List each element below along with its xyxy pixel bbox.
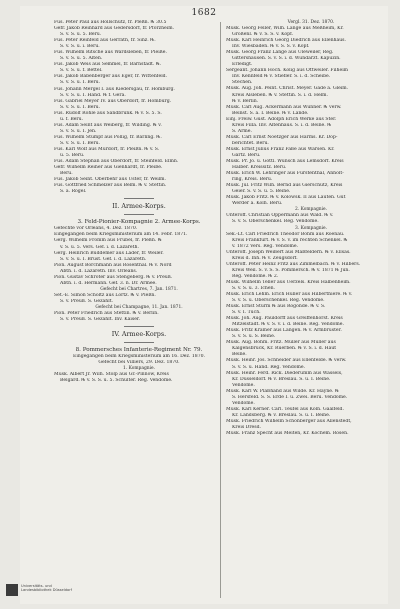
entry-line: S. v. S. u. f. Bettel. xyxy=(60,68,103,74)
entry-line: Unteroff. Joseph Weißert aus Maßfeldern. ℞ v. Ellsas. xyxy=(226,249,351,255)
entry-line: Musk. Georg Feller, Wilh. Lange aus Meßheim, Kr. xyxy=(226,26,344,31)
entry-line: Füs. Wilhelm Stumpf aus Pöllig, fr. Barling. ℞. xyxy=(54,134,162,140)
entry-line: Füs. Wilhelm Ritsche aus Wardsleben, fr. Pleiße. xyxy=(54,50,167,56)
right-entries xyxy=(226,26,396,207)
kompagnie-2-entries xyxy=(226,213,396,225)
library-logo-icon xyxy=(6,584,18,596)
entry-line: Einj. Freiw. Gust. Adolph Erich Werke aus Ster. xyxy=(226,116,337,122)
entry-line: S. v. S. u. I. Beru. xyxy=(60,140,101,146)
entry-line: Musk. Joh. Aug. Pauldorff aus Greiffenhorst. Kreis xyxy=(226,316,343,322)
company-heading: 3. Feld-Pionier-Kompagnie 2. Armee-Korps. xyxy=(77,219,201,226)
entry-line: Kreis Weil. S. v. S. S. Pommersch. ℞ v. 1871 ℞ Jun. xyxy=(232,267,350,273)
entry-line: Musk. Aug. Bohm. Fritz. Müller aus Müller aus xyxy=(226,340,336,346)
kompagnie-heading: 1. Kompagnie. xyxy=(122,366,156,372)
page-number: 1682 xyxy=(191,8,217,18)
entry-line: S. v. I. Tuch. xyxy=(232,310,261,316)
entry-line: S. Arme. xyxy=(232,128,252,134)
entry-line: Musk. Friedrich Wilhelm Schönberger aus Allenstedt, xyxy=(226,418,352,424)
entry-line: S. v. S. u. 5. Beru. xyxy=(60,32,102,38)
entry-line: u. f. Beru. xyxy=(60,116,84,122)
kompagnie-3-entries xyxy=(226,232,396,438)
entry-line: Stechen. xyxy=(232,80,253,86)
section-rule xyxy=(124,214,154,215)
entry-line: Musk. Pr. Jo. u. Gottl. Wunsch aus Lemsdorf. Kreis xyxy=(226,159,344,165)
entry-line: S. v. S. u. I. Beru. xyxy=(60,104,101,110)
entry-line: S. v. S. u. I. Hand. ℞ f. Gera. xyxy=(60,92,126,98)
entry-line: u. 5. Beru. xyxy=(60,153,85,159)
entry-line: Musk. Karl Heinrich Georg Diedrich aus Ellenhaus. xyxy=(226,38,347,44)
left-column xyxy=(54,20,224,384)
entry-line: Füs. Peter Reinfeld aus Gerrath, fr. Sinz. ℞. xyxy=(54,38,156,44)
entry-line: Inv. Wiesbaden. ℞ v. S. S. v. Kopf. xyxy=(232,44,310,50)
entry-line: S. v. S. u. S. Beine. xyxy=(232,334,276,340)
entry-line: berichtet. Beru. xyxy=(232,140,269,146)
entry-line: Abth. i. d. Hermann. Gef. 3. n. Dr. Armee. xyxy=(60,280,157,286)
entry-line: Kreis Filla. Inv. Altenhaus. S. i. d. Beine. ℞ xyxy=(232,122,332,128)
entry-line: Füs. Adam Stephan aus Oberdorf, fr. Steinfeld. Elmn. xyxy=(54,159,179,165)
entry-line: Mitzelstadt. ℞ v. S. v. i. d. Beine. Reg. Vendome. xyxy=(232,322,344,328)
entry-line: Gefechte vor Orleans, 4. Dez. 1870. xyxy=(54,226,138,232)
entry-line: Musk. Carl Ernst Noetzger aus Harms. Kr. Dop- xyxy=(226,134,338,140)
document-page xyxy=(20,6,388,604)
section-rule xyxy=(124,342,154,343)
entry-line: S. v. S. u. I. Brust. Gef. i. d. Lazareth. xyxy=(60,256,147,262)
entry-line: S. v. S. u. 5. Alten. xyxy=(60,56,103,62)
entry-line: Füs. Peter Paul aus Hollschütz, fr. Pleßn. ℞ 30.5 xyxy=(54,20,167,25)
entry-line: Gartz. Beru. xyxy=(232,152,261,158)
library-logo xyxy=(6,582,72,600)
engagement-title-champagne: Gefecht bei Champagne, 11. Jan. 1871. xyxy=(95,304,183,310)
entry-line: Füs. Jakob Weis aus Semmel, fr. Barnstadt. ℞. xyxy=(54,62,162,68)
entry-line: Musk. Heinr. Jos. Schneider aus Ellenfelde. ℞ verw. xyxy=(226,358,347,364)
entry-line: Set.-E. Simon Scholtz aus Lortz. ℞ v. Pleßn. xyxy=(54,292,156,298)
entry-line: Kr. Düsseldorf. ℞ v. Breslau. S. u. I. Beine. xyxy=(232,376,331,382)
entry-line: S. v. Preuß. S. Gezahlt. xyxy=(60,298,114,304)
date-heading: Vergl. 31. Dez. 1870. xyxy=(287,20,335,25)
entry-line: Sek.-Lt. Carl Friedrich Theodor Böhm aus Roenau. xyxy=(226,231,345,237)
entry-line: Musk. Fritz Kramer aus Langen. ℞ v. Armbruster. xyxy=(226,328,342,334)
entry-line: Gefr. Wilhelm Reiher aus Gienhardt, fr. Pleiße. xyxy=(54,165,163,171)
entry-line: Beinst. S. a. I. Beine. ℞ v. Lande. xyxy=(232,110,309,116)
entry-line: Musk. Erich Lehm. Erich Hüller aus Hilberthiere. ℞ v. xyxy=(226,291,353,297)
entry-line: Musk. Heinr. Ferd. Rick. Diederumm aus Wassels, xyxy=(226,370,343,376)
army-corps-heading: II. Armee-Korps. xyxy=(112,202,166,211)
entry-line: Gerg. Heinrich Buddemer aus Lader, fr. Weiler. xyxy=(54,250,164,256)
entry-line: Abth. i. d. Lazareth. Inv. Orleans. xyxy=(60,268,138,274)
right-column xyxy=(226,20,396,437)
entry-line: Erledigt. xyxy=(232,62,253,68)
entry-line: Füs. Jakob Babenberger aus Eger, fr. Wittenfeld. xyxy=(54,74,168,80)
entry-line: v. S. u. 5. Vers. Gef. i. d. Lazareth. xyxy=(60,244,139,250)
entry-line: Pion. Peter Friedrich aus Stettin. ℞ v. Berlin. xyxy=(54,310,159,316)
entry-line: Füs. Johann Mergel I. aus Kiedersgau, fr. Homburg. xyxy=(54,86,175,92)
entry-line: Eingegangen beim Kriegsministerium am 14. Febr. 1871. xyxy=(54,232,188,238)
entry-line: Reg. Vendome. ℞ 2. xyxy=(232,273,279,279)
entry-line: Füs. Gabriel Meyer IV. aus Oberdorf, fr. Homburg. xyxy=(54,98,172,104)
entry-line: Musk. Ernst Sturm ℞ aus Rogonde. ℞ v. S. xyxy=(226,304,326,310)
regiment-entries xyxy=(54,354,224,366)
entry-line: Inv. Kennfeld ℞ v. Stiefler. S. i. d. Scheibe. xyxy=(232,74,331,80)
entry-line: Kalgensbrück, Kr. Ruerben. ℞ v. S. i. d. Haut xyxy=(232,346,337,352)
chartres-entries xyxy=(54,293,224,305)
entry-line: Musk. Erich W. Lehringer aus Fürstenthal, Anholt- xyxy=(226,171,344,177)
entry-line: Pion. Gustav Schröter aus Stengeberg. ℞ v. Preuß. xyxy=(54,274,173,280)
entry-line: Unteroff. Christian Oppermann aus Wald. ℞ v. xyxy=(226,213,334,219)
company-entries xyxy=(54,226,224,286)
regiment-heading: 8. Pommersches Infanterie-Regiment Nr. 79. xyxy=(75,347,203,354)
entry-line: S. v. S. Oberschenkel. Reg. Vendome. xyxy=(232,219,319,225)
entry-line: Musk. Karl Kerner. Carl. Teufel aus Köln. Gaalfeld. xyxy=(226,406,344,412)
entry-line: Musk. Georg Franz Lange aus Uleweiler, Reg. xyxy=(226,50,334,56)
entry-line: S. v. S. u. 3. Ichen. xyxy=(232,285,275,291)
entry-line: Musk. Wilhelm Teller aus Uerzels. Kreis Halbenheim. xyxy=(226,279,351,285)
entry-line: Füs. Karl Wolf aus Murdorf, fr. Pleißn. ℞ v. S. xyxy=(54,146,160,152)
entry-line: Eingegangen beim Kriegsministerium am 16. Dez. 1870. xyxy=(72,354,206,360)
entry-line: S. v. S. u. Hand. Reg. Vendome. xyxy=(232,364,306,370)
entry-line: Gittershausen. S. v. S. i. d. Wundarzt. Kapuzin. xyxy=(232,56,341,62)
entry-line: v. 1872 Vers. Reg. Vendome. xyxy=(232,243,299,249)
kompagnie-2-heading: 2. Kompagnie. xyxy=(294,207,328,213)
entry-line: S. a. Rogel. xyxy=(60,189,87,195)
entry-line: S. v. S. u. I. Jen. xyxy=(60,128,97,134)
entry-line: Geier. S. v. S. u. 5. Beine. xyxy=(232,189,291,195)
entry-line: Füs. Gottfried Schmelzer aus Belm. ℞ v. Stettin. xyxy=(54,183,167,189)
kompagnie-entries xyxy=(54,372,224,384)
entry-line: Musk. Albert Jr. Wilh. Stolp aus Gr.-Pinnow, Kreis xyxy=(54,372,169,378)
entry-line: Musk. Jakob Fritz. ℞ v. Kolowsk. II aus Lauten. Gut xyxy=(226,195,346,201)
entry-line: Kreis Alsleben. ℞ v. Stettin. S. i. d. Helm. xyxy=(232,92,328,98)
entry-line: Gefr. Jakob Reinhard aus Gedersdorf, fr. Pforzheim. xyxy=(54,26,175,32)
entry-line: S. v. S. u. i. Beru. xyxy=(60,44,100,50)
entry-line: S. v. S. u. Oberschenkel. Reg. Vendome. xyxy=(232,298,325,304)
entry-line: Kreis Dresd. xyxy=(232,425,261,430)
entry-line: Werder a. Kolh. Beru. xyxy=(232,201,283,207)
entry-line: S. v. Preuß. S. Gezahlt. Inv. Kaiser. xyxy=(60,316,141,322)
entry-line: Füs. Jakob Seint. Oberbehr aus Uster, fr. Weilm. xyxy=(54,177,166,183)
entry-line: Unteroff. Peter Heinz Fritz aus Zimmelbach. ℞ v. Hilbers. xyxy=(226,261,361,267)
entry-line: S. v. S. u. I. Beru. xyxy=(60,80,101,86)
left-top-entries xyxy=(54,20,224,195)
entry-line: ring, Kreis. Beru. xyxy=(232,177,273,183)
entry-line: Vendome. xyxy=(232,400,255,406)
entry-line: Musk. Ernst Julius Franz Fäße aus Warsen. Kr. xyxy=(226,146,335,152)
entry-line: Kreis d. Inh. ℞ v. Zeugsdorf. xyxy=(232,255,298,261)
entry-line: S. Hersfeld. S. S. Erde I. u. Zwei. Beru. Vendome. xyxy=(232,394,348,400)
section-rule xyxy=(124,198,154,199)
entry-line: Musk. Franz Specht aus Meiten, Kr. Kochem. Rosen. xyxy=(226,431,349,437)
entry-line: Großenl. ℞ v. S. S. v. Kopf. xyxy=(232,32,294,38)
entry-line: Belgard. ℞ v. S. S. u. 5. Schulter. Reg. Vendome. xyxy=(60,378,173,384)
entry-line: Musk. Carl Aug. Ackermann aus Wunner. ℞ verw. xyxy=(226,104,342,110)
section-rule xyxy=(124,326,154,327)
entry-line: Musk. Jul. Fritz Wilh. Bernd aus Gierschütz, Kreis xyxy=(226,183,343,189)
entry-line: Füs. Rudolf Röhle aus Sandbrunk. ℞ v. S. 5. S. xyxy=(54,110,162,116)
entry-line: Kr. Landsberg. ℞ v. Breslau. S. u. I. Beine. xyxy=(232,412,331,418)
entry-line: Beine. xyxy=(232,352,247,358)
entry-line: Vendome. xyxy=(232,382,255,388)
entry-line: Musk. Aug. Joh. Peint. Christ. Meyer. Gade a. Gleim. xyxy=(226,86,349,92)
entry-line: Beru. xyxy=(60,171,73,177)
entry-line: Halber. Kreissitz. Beru. xyxy=(232,165,287,171)
kompagnie-3-heading: 3. Kompagnie. xyxy=(294,225,328,231)
army-corps-heading-2: IV. Armee-Korps. xyxy=(111,330,167,339)
library-logo-text: Universitäts- und Landesbibliothek Düsseldorf xyxy=(21,584,72,593)
entry-line: Gerg. Wilhelm Fromm aus Frübel, fr. Pleßn. ℞ xyxy=(54,238,162,244)
entry-line: Sergeant. Johann Hoch. Kolig aus Ottweiler. Filheim xyxy=(226,68,349,74)
champagne-entries xyxy=(54,311,224,323)
entry-line: ℞ v. Berlin. xyxy=(232,98,259,104)
entry-line: Pion. August Borchmann aus Rosenthal. ℞ v. Nord xyxy=(54,262,172,268)
entry-line: Musk. Karl W. Plaßhand aus Wilde. Kr. Hayne. ℞ xyxy=(226,388,340,394)
entry-line: Kreis Frankfurt. ℞ v. S. v. im rechten Schenkel. ℞ xyxy=(232,237,348,243)
entry-line: Gefecht bei Villiers, 29. Dez. 1870. xyxy=(98,360,180,366)
engagement-title-chartres: Gefecht bei Chartres, 7. Jan. 1871. xyxy=(100,286,178,292)
entry-line: Füs. Adam Seint aus Weiberg, fr. Wilding. ℞ v. xyxy=(54,122,162,128)
